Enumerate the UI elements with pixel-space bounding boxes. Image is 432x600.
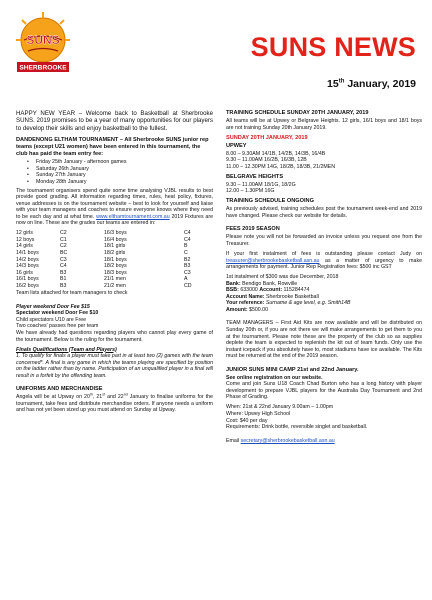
training-schedule-body: All teams will be at Upwey or Belgrave Heights. 12 girls, 16/1 boys and 18/1 boys are not training Sunday 20th January 2019. [226,118,422,131]
treasurer-email-link[interactable]: treasurer@sherbrookebasketball.asn.au [226,257,320,264]
uniforms-heading: UNIFORMS AND MERCHANDISE [16,386,103,393]
account-name-row: Account Name: Sherbrooke Basketball [226,293,319,300]
team-lists-note: Team lists attached for team managers to check [16,290,128,297]
right-column [226,110,422,444]
belgrave-session: 9.30 – 11.00AM 18/1G, 18/2G [226,181,296,188]
mini-camp-text: Come and join Suns U18 Coach Chad Burton who has a long history with player development to prepare VJBL players for the Australia Day Tournament and 2nd Phase of Grading. [226,381,422,401]
player-door-fee: Player weekend Door Fee $15 [16,303,90,310]
mini-camp-registration: See online registration on our website. [226,374,323,381]
upwey-session: 11.00 – 12.30PM 14G, 18/2B, 18/3B, 21/2MEN [226,163,336,170]
svg-text:SUNS: SUNS [26,33,60,47]
spectator-door-fee: Spectator weekend Door Fee $10 [16,310,99,317]
fees-heading: FEES 2019 SEASON [226,226,280,233]
dandenong-heading: DANDENONG ELTHAM TOURNAMENT – All Sherbrooke SUNS junior rep teams (except U21 women) have been entered in this tournament, the club has paid the team entry fee: [16,137,209,158]
secretary-email-link[interactable]: secretary@sherbrookebasketball.asn.au [240,437,335,444]
table-row: 16 girls B3 18/3 boys C3 [16,269,191,276]
upwey-heading: UPWEY [226,142,247,149]
newsletter-title: SUNS NEWS [250,32,416,62]
list-item: • Sunday 27th January [36,172,213,179]
finals-rule: 1. To qualify for finals a player must take part in at least two (2) games with the team concerned*. A final is any game in which the teams playing are specified by position on the ladder rather than by name. Participation of an unqualified player in a final will result in a forfeit by the offending team. [16,353,213,379]
ongoing-text: As previously advised, training schedules post the tournament week-end and 2019 have changed. Please check our website for details. [226,206,422,219]
table-row: 16/1 boys B1 21/1 men A [16,276,188,283]
coaches-passes: Two coaches' passes free per team [16,323,99,330]
svg-text:SHERBROOKE: SHERBROOKE [19,64,67,72]
team-managers-text: TEAM MANAGERS – First Aid Kits are now available and will be distributed on Sunday 20th or, if you are not there we will make arrangements to get them to you at the tournament. Please note these are the property of the club so as supplies deplete the team is expected to replenish the kit out of team funds. Only use the instant icepack if you absolutely have to, most stadiums have ice available. The Kits must be returned at the end of the 2019 season. [226,320,422,360]
belgrave-session: 12.00 – 1.30PM 16G [226,188,275,195]
mini-camp-heading: JUNIOR SUNS MINI CAMP 21st and 22nd January. [226,366,359,373]
sunday-schedule-heading: SUNDAY 20TH JANUARY, 2019 [226,134,308,141]
reference-row: Your reference: Surname & age level, e.g. Smith14B [226,300,351,307]
bank-row: Bank: Bendigo Bank, Rowville [226,280,298,287]
issue-date: 15th January, 2019 [327,78,416,90]
tournament-info: The tournament organisers spend quite some time analysing VJBL results to best provide good grading. All information regarding times, rules, heat policy, fixtures, venue addresses is on the tournament website – best to look for yourself and liaise with your team managers and coaches to ensure everyone knows where they need to be each day and at what time. www.elthamtournament.com.au 2019 Fixtures are now on line. These are the grades our teams are entered in: [16,187,213,227]
list-item: • Saturday 26th January [36,166,213,173]
mini-camp-where: Where: Upwey High School [226,410,291,417]
training-schedule-heading: TRAINING SCHEDULE SUNDAY 20TH JANUARY, 2019 [226,110,369,116]
uniforms-text: Angela will be at Upway on 20th, 21st and 22nd January to finalise uniforms for the tournament, take fees and distribute merchandise orders. If anyone needs a uniform and has not yet been sized up you must attend on Sunday at Upway. [16,392,213,414]
instalment-note: 1st instalment of $300 was due December, 2018 [226,274,339,281]
fees-invoice-note: Please note you will not be forwarded an invoice unless you request one from the Treasurer. [226,234,422,247]
table-row: 12 boys C1 16/4 boys C4 [16,236,191,243]
child-spectators: Child spectators U10 are Free [16,316,87,323]
list-item: • Friday 25th January - afternoon games [36,159,213,166]
suns-logo [14,10,72,74]
list-item: • Monday 28th January [36,179,213,186]
table-row: 14 girls C2 18/1 girls B [16,243,188,250]
tournament-dates-list [16,159,213,185]
contact-email-row: Email secretary@sherbrookebasketball.asn.au [226,437,335,444]
upwey-session: 8.00 – 9.30AM 14/1B, 14/2B, 14/3B, 16/4B [226,150,326,157]
tournament-website-link[interactable]: www.elthamtournament.com.au [96,213,170,220]
mini-camp-when: When: 21st & 22nd January 9.00am – 1.00pm [226,404,334,411]
table-row: 14/1 boys BC 18/2 girls C [16,249,188,256]
amount-row: Amount: $500.00 [226,306,269,313]
ongoing-heading: TRAINING SCHEDULE ONGOING [226,198,314,205]
table-row: 16/2 boys B3 21/2 men CD [16,282,192,289]
mini-camp-requirements: Requirements: Drink bottle, reversible singlet and basketball. [226,424,368,431]
upwey-session: 9.30 – 11.00AM 16/2B, 16/3B, 12B [226,157,307,164]
fees-outstanding: If your first instalment of fees is outstanding please contact Judy on treasurer@sherbrookebasketball.asn.au as a matter of urgency to make arrangements for payment. Junior Rep Registration fees: $500 inc GST [226,251,422,271]
grades-table [16,230,192,289]
door-fee-body: We have already had questions regarding players who cannot play every game of the tournament. Below is the ruling for the tournament. [16,329,213,343]
intro-paragraph: HAPPY NEW YEAR – Welcome back to Basketball at Sherbrooke SUNS. 2019 promises to be a year of many opportunities for our players to develop their skills and enjoy basketball to the fullest. [16,110,213,132]
table-row: 14/2 boys C3 18/1 boys B2 [16,256,191,263]
table-row: 12 girls C2 16/3 boys C4 [16,230,191,237]
table-row: 14/3 boys C4 18/2 boys B3 [16,263,191,270]
bsb-row: BSB: 633000 Account: 115284474 [226,287,310,294]
left-column [16,110,213,417]
belgrave-heading: BELGRAVE HEIGHTS [226,173,284,180]
mini-camp-cost: Cost: $40 per day [226,417,268,424]
finals-heading: Finals Qualifications (Team and Players) [16,346,117,353]
